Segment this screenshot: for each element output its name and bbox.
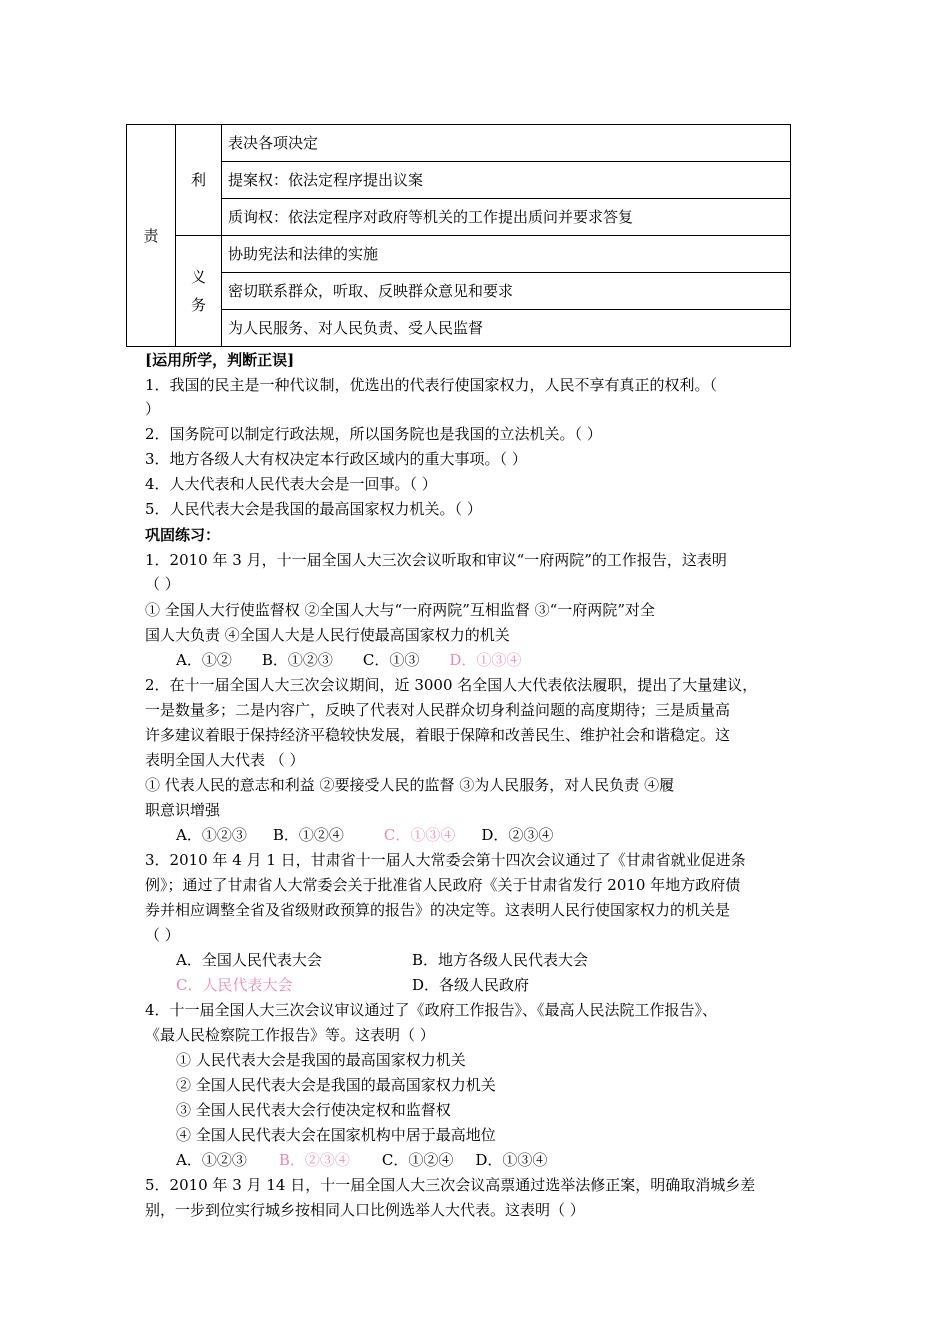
duties-label-top: 义 — [190, 268, 206, 286]
q1-stem-line: （ ） — [145, 575, 180, 593]
practice-heading: 巩固练习： — [145, 526, 221, 544]
table-row: 表决各项决定 — [222, 125, 791, 162]
table-row: 为人民服务、对人民负责、受人民监督 — [222, 310, 791, 347]
judge-item-1-cont: ） — [145, 400, 161, 418]
q4-stem-line: 《最人民检察院工作报告》等。这表明（ ） — [145, 1026, 435, 1044]
q2-statement-line: ① 代表人民的意志和利益 ②要接受人民的监督 ③为人民服务，对人民负责 ④履 — [145, 776, 675, 794]
q4-statement-3: ③ 全国人民代表大会行使决定权和监督权 — [176, 1101, 451, 1119]
q2-option-b: B．①②④ — [272, 826, 344, 844]
q2-stem-line: 一是数量多；二是内容广，反映了代表对人民群众切身利益问题的高度期待；三是质量高 — [145, 701, 731, 719]
judge-item-4: 4．人大代表和人民代表大会是一回事。（ ） — [145, 475, 437, 493]
duties-label-bottom: 务 — [190, 296, 206, 314]
table-row: 提案权：依法定程序提出议案 — [222, 162, 791, 199]
duty-label-cell: 责 — [127, 125, 176, 347]
judge-heading: [运用所学，判断正误] — [145, 351, 295, 369]
q3-stem-line: （ ） — [145, 926, 180, 944]
q3-stem-line: 3．2010 年 4 月 1 日，甘肃省十一届人大常委会第十四次会议通过了《甘肃省就业促进条 — [145, 851, 746, 869]
duties-label-cell — [176, 236, 222, 347]
rights-duties-table — [126, 124, 791, 347]
q3-option-a: A．全国人民代表大会 — [176, 951, 322, 969]
q1-option-a: A．①② — [176, 651, 232, 669]
table-row: 密切联系群众，听取、反映群众意见和要求 — [222, 273, 791, 310]
q2-option-d: D．②③④ — [481, 826, 554, 844]
table-row: 质询权：依法定程序对政府等机关的工作提出质问并要求答复 — [222, 199, 791, 236]
q4-option-b-answer: B．②③④ — [278, 1151, 350, 1169]
q1-option-c: C．①③ — [362, 651, 420, 669]
q1-statement-line: ① 全国人大行使监督权 ②全国人大与“一府两院”互相监督 ③“一府两院”对全 — [145, 601, 655, 619]
table-row: 协助宪法和法律的实施 — [222, 236, 791, 273]
q1-statement-line: 国人大负责 ④全国人大是人民行使最高国家权力的机关 — [145, 626, 510, 644]
q2-option-c-answer: C．①③④ — [383, 826, 456, 844]
q4-stem-line: 4．十一届全国人大三次会议审议通过了《政府工作报告》、《最高人民法院工作报告》、 — [145, 1001, 718, 1019]
q1-stem-line: 1．2010 年 3 月，十一届全国人大三次会议听取和审议“一府两院”的工作报告，这表明 — [145, 551, 727, 569]
q4-option-c: C．①②④ — [381, 1151, 454, 1169]
q2-statement-line: 职意识增强 — [145, 801, 221, 819]
q1-option-d-answer: D．①③④ — [449, 651, 522, 669]
q2-stem-line: 许多建议着眼于保持经济平稳较快发展，着眼于保障和改善民生、维护社会和谐稳定。这 — [145, 726, 731, 744]
q2-option-a: A．①②③ — [176, 826, 247, 844]
q1-option-b: B．①②③ — [261, 651, 333, 669]
q5-stem-line: 5．2010 年 3 月 14 日，十一届全国人大三次会议高票通过选举法修正案，明确取消城乡差 — [145, 1176, 756, 1194]
q4-statement-4: ④ 全国人民代表大会在国家机构中居于最高地位 — [176, 1126, 496, 1144]
q1-options — [176, 650, 521, 670]
q4-statement-1: ① 人民代表大会是我国的最高国家权力机关 — [176, 1051, 466, 1069]
judge-item-3: 3．地方各级人大有权决定本行政区域内的重大事项。（ ） — [145, 450, 527, 468]
q3-option-d: D．各级人民政府 — [412, 976, 530, 994]
q2-stem-line: 2．在十一届全国人大三次会议期间，近 3000 名全国人大代表依法履职，提出了大量建议， — [145, 676, 758, 694]
q4-statement-2: ② 全国人民代表大会是我国的最高国家权力机关 — [176, 1076, 496, 1094]
judge-item-1: 1．我国的民主是一种代议制，优选出的代表行使国家权力，人民不享有真正的权利。（ — [145, 376, 718, 394]
q3-option-b: B．地方各级人民代表大会 — [412, 951, 589, 969]
q4-options — [176, 1150, 547, 1170]
q2-options — [176, 825, 553, 845]
q4-option-d: D．①③④ — [475, 1151, 548, 1169]
rights-label-cell: 利 — [176, 125, 222, 236]
q3-option-c-answer: C．人民代表大会 — [176, 976, 293, 994]
q5-stem-line: 别，一步到位实行城乡按相同人口比例选举人大代表。这表明（ ） — [145, 1201, 585, 1219]
q2-stem-line: 表明全国人大代表 （ ） — [145, 751, 305, 769]
q4-option-a: A．①②③ — [176, 1151, 247, 1169]
judge-item-2: 2．国务院可以制定行政法规，所以国务院也是我国的立法机关。（ ） — [145, 425, 602, 443]
judge-item-5: 5．人民代表大会是我国的最高国家权力机关。（ ） — [145, 500, 482, 518]
q3-stem-line: 券并相应调整全省及省级财政预算的报告》的决定等。这表明人民行使国家权力的机关是 — [145, 901, 731, 919]
q3-stem-line: 例》；通过了甘肃省人大常委会关于批准省人民政府《关于甘肃省发行 2010 年地方政府债 — [145, 876, 741, 894]
